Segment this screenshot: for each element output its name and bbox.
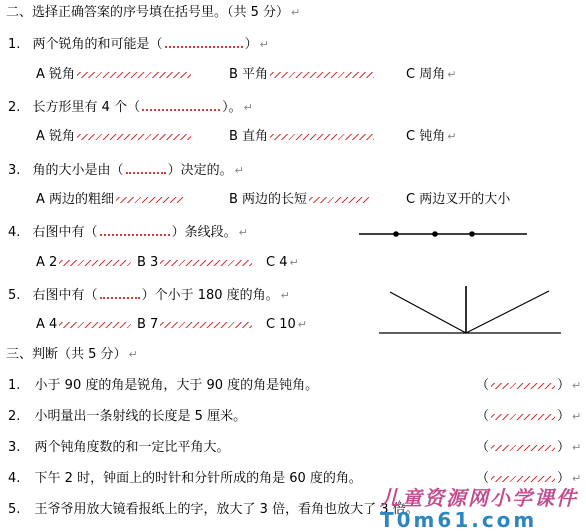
option-c: C 两边叉开的大小 xyxy=(406,192,511,207)
watermark-logo: 儿童资源网小学课件 T0m61.com xyxy=(380,486,578,532)
point-3 xyxy=(469,231,475,237)
paragraph-mark-icon: ↵ xyxy=(297,318,307,331)
option-a: A 两边的粗细 xyxy=(36,192,115,207)
answer-blank[interactable] xyxy=(126,160,166,174)
paragraph-mark-icon: ↵ xyxy=(291,6,301,19)
question-2-5: 5. 右图中有（ ）个小于 180 度的角。 ↵ xyxy=(8,285,290,305)
question-2-3: 3. 角的大小是由（ ）决定的。 ↵ xyxy=(8,160,244,180)
section-3-title: 三、判断（共 5 分） ↵ xyxy=(6,347,138,362)
paragraph-mark-icon: ↵ xyxy=(259,38,269,51)
answer-blank[interactable] xyxy=(100,285,140,299)
point-2 xyxy=(432,231,438,237)
paragraph-mark-icon: ↵ xyxy=(128,348,138,361)
paragraph-mark-icon: ↵ xyxy=(289,256,299,269)
option-c: C 10 xyxy=(266,317,296,332)
answer-blank[interactable] xyxy=(100,222,170,236)
option-a: A 4 xyxy=(36,317,58,332)
question-2-1: 1. 两个锐角的和可能是（ ） ↵ xyxy=(8,34,269,54)
paragraph-mark-icon: ↵ xyxy=(280,289,290,302)
answer-blank[interactable] xyxy=(491,445,555,451)
angle-figure xyxy=(375,284,565,338)
paragraph-mark-icon: ↵ xyxy=(243,101,253,114)
options-2-1 xyxy=(36,66,193,84)
option-b: B 直角 xyxy=(229,129,269,144)
paragraph-mark-icon: ↵ xyxy=(447,130,457,143)
point-1 xyxy=(393,231,399,237)
paragraph-mark-icon: ↵ xyxy=(238,226,248,239)
option-a: A 2 xyxy=(36,255,58,270)
option-c: C 钝角 xyxy=(406,129,446,144)
option-a: A 锐角 xyxy=(36,129,76,144)
option-b: B 7 xyxy=(137,317,159,332)
answer-blank[interactable] xyxy=(142,97,220,111)
judge-item-3: 3. 两个钝角度数的和一定比平角大。 xyxy=(8,440,230,455)
answer-blank[interactable] xyxy=(491,383,555,389)
section-2-title: 二、选择正确答案的序号填在括号里。（共 5 分） ↵ xyxy=(6,5,301,20)
option-a: A 锐角 xyxy=(36,67,76,82)
question-2-4: 4. 右图中有（ ）条线段。 ↵ xyxy=(8,222,248,242)
answer-blank[interactable] xyxy=(491,414,555,420)
judge-item-1: 1. 小于 90 度的角是锐角，大于 90 度的角是钝角。 xyxy=(8,378,319,393)
option-b: B 两边的长短 xyxy=(229,192,308,207)
option-c: C 4 xyxy=(266,255,288,270)
judge-item-4: 4. 下午 2 时，钟面上的时针和分针所成的角是 60 度的角。 xyxy=(8,471,362,486)
question-2-2: 2. 长方形里有 4 个（ ）。 ↵ xyxy=(8,97,253,117)
paragraph-mark-icon: ↵ xyxy=(447,68,457,81)
answer-blank[interactable] xyxy=(165,34,243,48)
option-c: C 周角 xyxy=(406,67,446,82)
paragraph-mark-icon: ↵ xyxy=(234,164,244,177)
segment-figure xyxy=(355,224,535,244)
judge-item-2: 2. 小明量出一条射线的长度是 5 厘米。 xyxy=(8,409,247,424)
option-b: B 平角 xyxy=(229,67,269,82)
judge-item-5: 5. 王爷爷用放大镜看报纸上的字，放大了 3 倍，看角也放大了 3 倍。 xyxy=(8,502,419,517)
option-b: B 3 xyxy=(137,255,159,270)
